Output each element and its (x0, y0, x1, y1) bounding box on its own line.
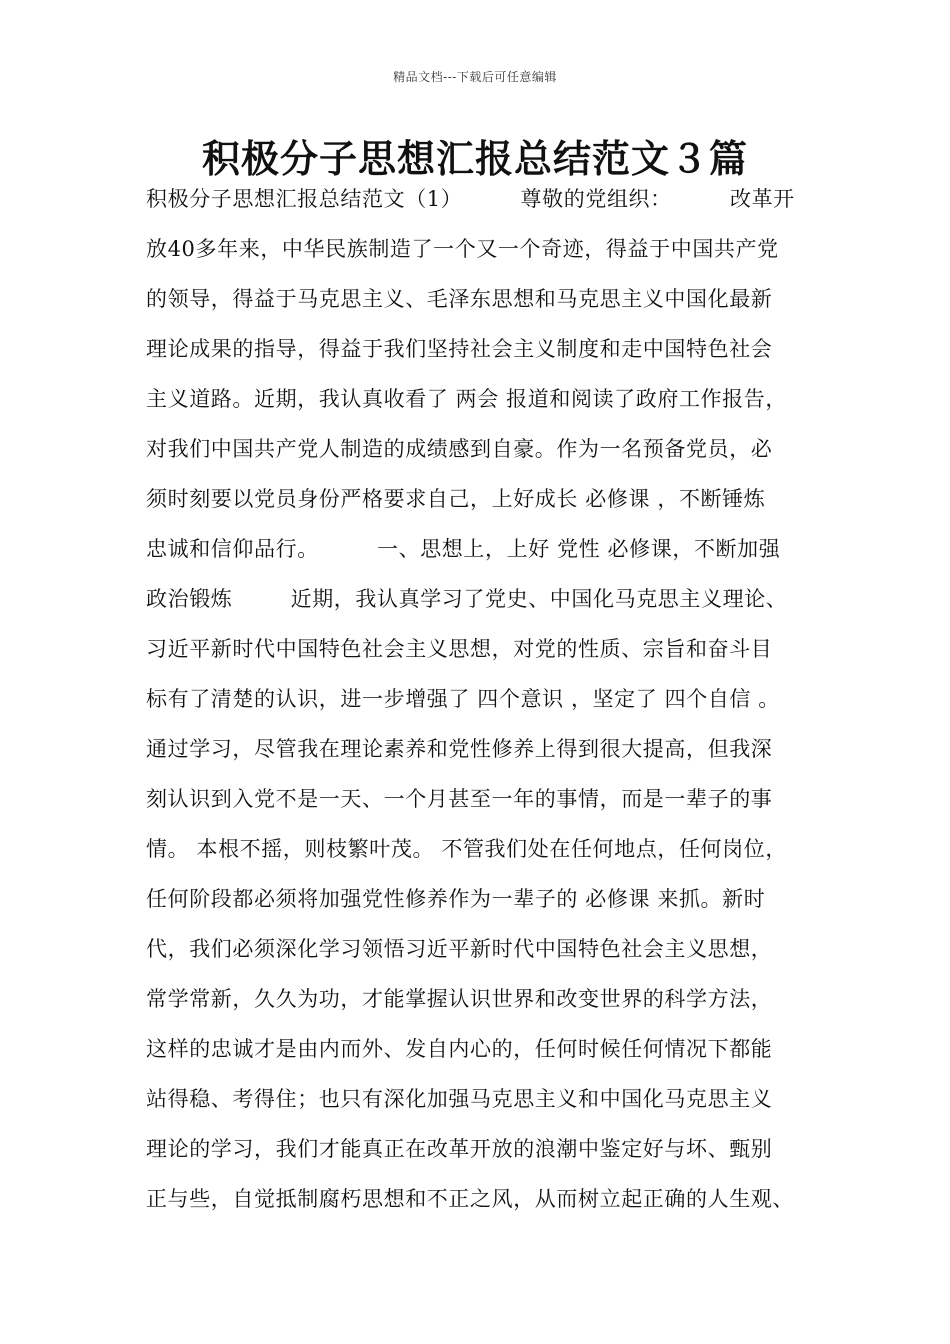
body-line: 对我们中国共产党人制造的成绩感到自豪。作为一名预备党员，必 (146, 437, 773, 461)
header-note: 精品文档---下载后可任意编辑 (393, 70, 557, 84)
body-line: 主义道路。近期，我认真收看了 两会 报道和阅读了政府工作报告， (146, 387, 787, 411)
body-line: 情。 本根不摇，则枝繁叶茂。 不管我们处在任何地点，任何岗位， (146, 837, 787, 861)
body-line: 理论成果的指导，得益于我们坚持社会主义制度和走中国特色社会 (146, 337, 773, 361)
body-line: 站得稳、考得住；也只有深化加强马克思主义和中国化马克思主义 (146, 1087, 773, 1111)
body-text (146, 183, 814, 1233)
body-line: 理论的学习，我们才能真正在改革开放的浪潮中鉴定好与坏、甄别 (146, 1137, 773, 1161)
body-line: 任何阶段都必须将加强党性修养作为一辈子的 必修课 来抓。新时 (146, 887, 766, 911)
document-title: 积极分子思想汇报总结范文３篇 (201, 136, 748, 181)
body-line: 刻认识到入党不是一天、一个月甚至一年的事情，而是一辈子的事 (146, 787, 773, 811)
body-line: 积极分子思想汇报总结范文（1） 尊敬的党组织： 改革开 (146, 187, 795, 211)
body-line: 须时刻要以党员身份严格要求自己，上好成长 必修课 ，不断锤炼 (146, 487, 766, 511)
body-line: 这样的忠诚才是由内而外、发自内心的，任何时候任何情况下都能 (146, 1037, 773, 1061)
body-line: 政治锻炼 近期，我认真学习了党史、中国化马克思主义理论、 (146, 587, 788, 611)
body-line: 标有了清楚的认识，进一步增强了 四个意识 ，坚定了 四个自信 。 (146, 687, 780, 711)
body-line: 通过学习，尽管我在理论素养和党性修养上得到很大提高，但我深 (146, 737, 773, 761)
body-line: 的领导，得益于马克思主义、毛泽东思想和马克思主义中国化最新 (146, 287, 773, 311)
body-line: 忠诚和信仰品行。 一、思想上，上好 党性 必修课，不断加强 (146, 537, 781, 561)
body-line: 常学常新，久久为功，才能掌握认识世界和改变世界的科学方法， (146, 987, 773, 1011)
body-line: 放40多年来，中华民族制造了一个又一个奇迹，得益于中国共产党 (146, 237, 779, 261)
body-line: 正与些，自觉抵制腐朽思想和不正之风，从而树立起正确的人生观、 (146, 1187, 794, 1211)
body-line: 代，我们必须深化学习领悟习近平新时代中国特色社会主义思想， (146, 937, 773, 961)
body-line: 习近平新时代中国特色社会主义思想，对党的性质、宗旨和奋斗目 (146, 637, 773, 661)
